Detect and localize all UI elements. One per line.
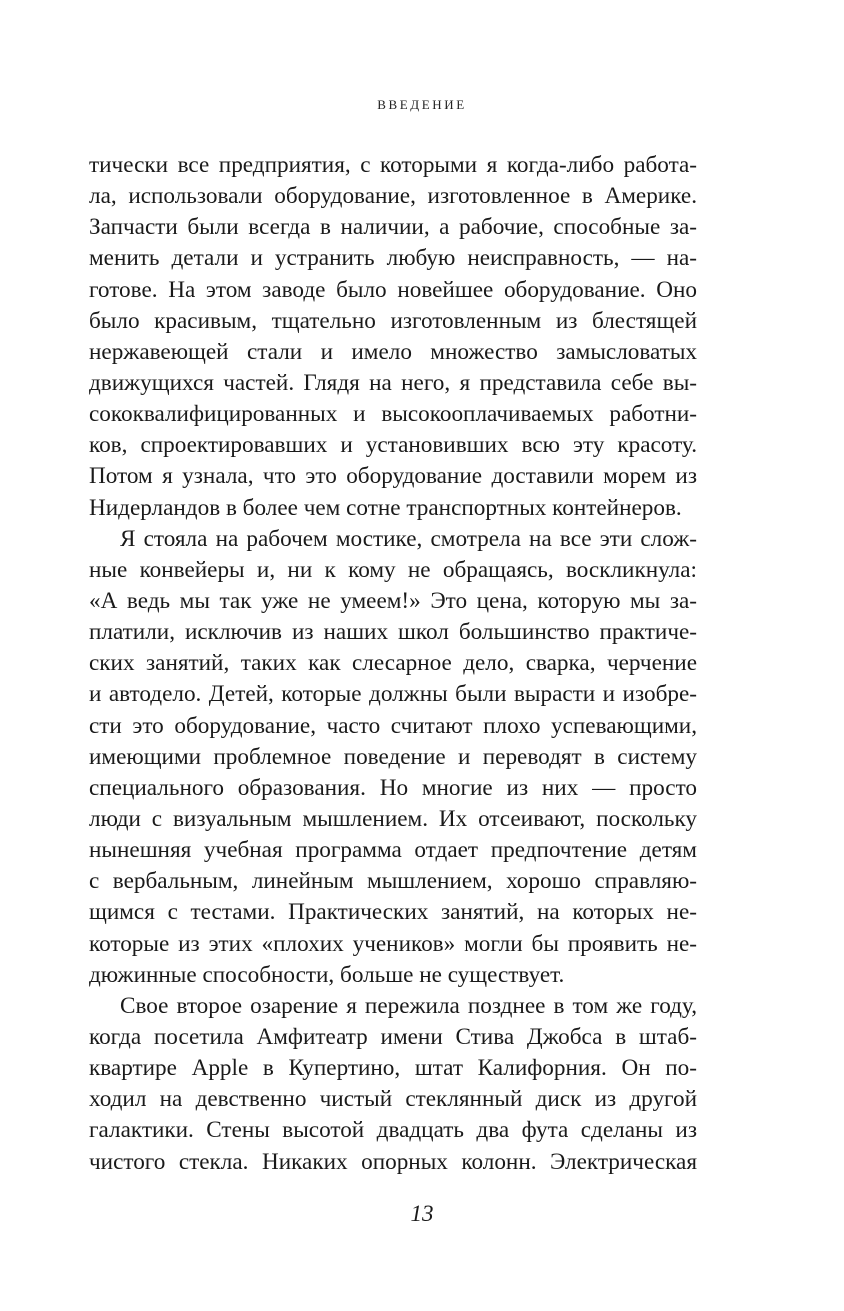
paragraph-2 bbox=[89, 524, 697, 991]
text-line: чистого стекла. Никаких опорных колонн. Электрическая bbox=[89, 1148, 697, 1175]
text-line: когда посетила Амфитеатр имени Стива Джобса в штаб- bbox=[89, 1023, 697, 1050]
text-line: галактики. Стены высотой двадцать два фута сделаны из bbox=[89, 1117, 697, 1144]
text-line: которые из этих «плохих учеников» могли бы проявить не- bbox=[89, 930, 697, 957]
paragraph-1 bbox=[89, 150, 697, 524]
text-line: квартире Apple в Купертино, штат Калифорния. Он по- bbox=[89, 1055, 697, 1082]
body-text bbox=[89, 150, 697, 1178]
text-line: с вербальным, линейным мышлением, хорошо справляю- bbox=[89, 868, 697, 895]
text-line: «А ведь мы так уже не умеем!» Это цена, которую мы за- bbox=[89, 587, 697, 614]
text-line: специального образования. Но многие из них — просто bbox=[89, 774, 697, 801]
text-line: дюжинные способности, больше не существует. bbox=[89, 961, 565, 988]
text-line: готове. На этом заводе было новейшее оборудование. Оно bbox=[89, 276, 697, 303]
text-line: Я стояла на рабочем мостике, смотрела на все эти слож- bbox=[120, 525, 697, 552]
text-line: ков, спроектировавших и установивших всю эту красоту. bbox=[89, 432, 697, 459]
text-line: Нидерландов в более чем сотне транспортных контейнеров. bbox=[89, 494, 682, 521]
text-line: тически все предприятия, с которыми я когда-либо работа- bbox=[89, 152, 697, 178]
text-line: сти это оборудование, часто считают плохо успевающими, bbox=[89, 712, 697, 739]
running-head: ВВЕДЕНИЕ bbox=[377, 97, 467, 112]
text-line: ских занятий, таких как слесарное дело, сварка, черчение bbox=[89, 650, 697, 677]
text-line: Запчасти были всегда в наличии, а рабочие, способные за- bbox=[89, 214, 697, 241]
text-line: менить детали и устранить любую неисправность, — на- bbox=[89, 245, 697, 272]
text-line: щимся с тестами. Практических занятий, на которых не- bbox=[89, 899, 697, 926]
text-line: сококвалифицированных и высокооплачиваемых работни- bbox=[89, 401, 697, 428]
text-line: Свое второе озарение я пережила позднее в том же году, bbox=[120, 992, 697, 1019]
text-line: нынешняя учебная программа отдает предпочтение детям bbox=[89, 837, 697, 864]
text-line: Потом я узнала, что это оборудование доставили морем из bbox=[89, 463, 697, 490]
text-line: ные конвейеры и, ни к кому не обращаясь, воскликнула: bbox=[89, 556, 697, 583]
text-line: и автодело. Детей, которые должны были вырасти и изобре- bbox=[89, 681, 697, 708]
text-line: имеющими проблемное поведение и переводят в систему bbox=[89, 743, 697, 770]
text-line: движущихся частей. Глядя на него, я представила себе вы- bbox=[89, 369, 697, 396]
text-line: платили, исключив из наших школ большинство практиче- bbox=[89, 619, 697, 646]
page-number: 13 bbox=[410, 1201, 434, 1226]
text-line: было красивым, тщательно изготовленным из блестящей bbox=[89, 307, 697, 334]
text-line: ла, использовали оборудование, изготовленное в Америке. bbox=[89, 183, 697, 210]
text-line: ходил на девственно чистый стеклянный диск из другой bbox=[89, 1086, 697, 1113]
text-line: нержавеющей стали и имело множество замысловатых bbox=[89, 338, 697, 365]
text-line: люди с визуальным мышлением. Их отсеивают, поскольку bbox=[89, 805, 697, 832]
paragraph-3 bbox=[89, 991, 697, 1178]
